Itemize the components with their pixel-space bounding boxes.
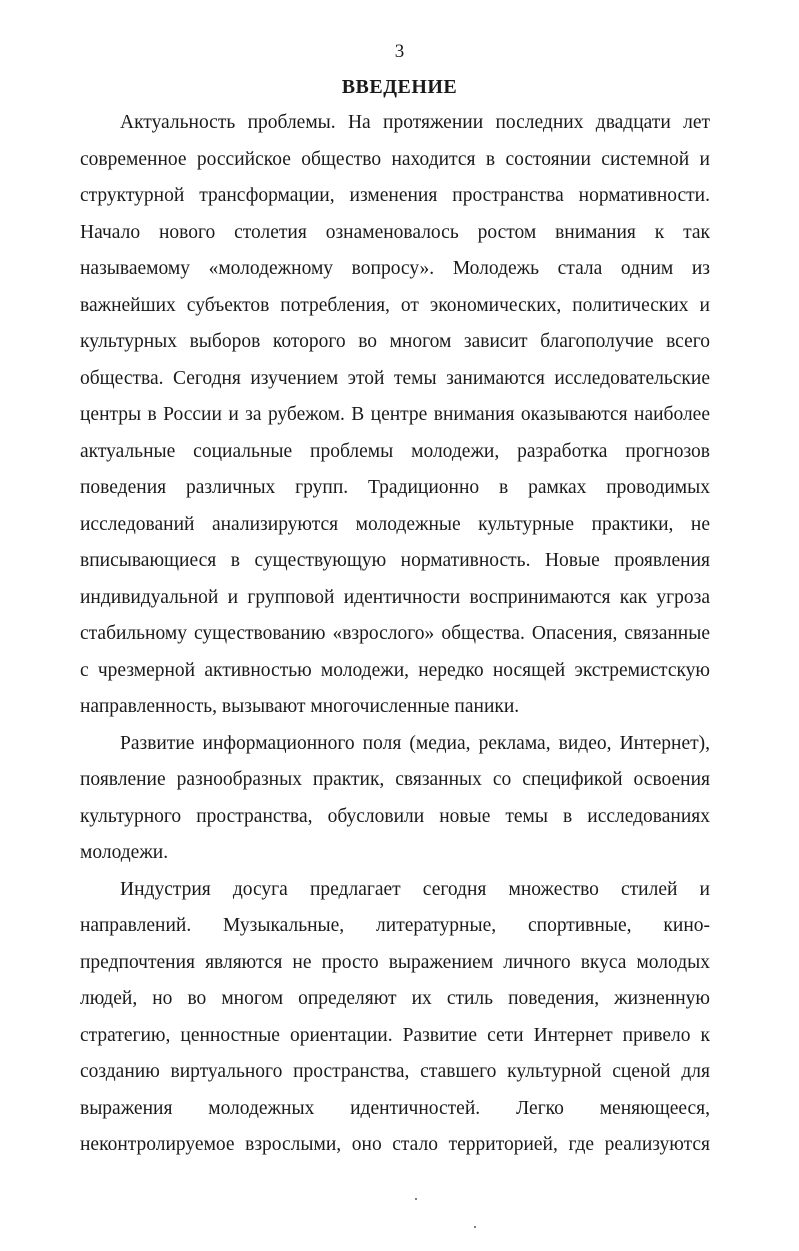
paragraph-3	[80, 872, 710, 1164]
scan-speck	[415, 1198, 417, 1200]
text-line: исследований анализируются молодежные культурные практики, не	[80, 513, 710, 535]
text-line: Актуальность проблемы. На протяжении последних двадцати лет	[120, 112, 710, 133]
text-line: общества. Сегодня изучением этой темы занимаются исследовательские	[80, 367, 710, 389]
text-line: называемому «молодежному вопросу». Молодежь стала одним из	[80, 258, 710, 279]
text-line: современное российское общество находится в состоянии системной и	[80, 148, 710, 170]
text-line: важнейших субъектов потребления, от экономических, политических и	[80, 294, 710, 316]
scan-speck	[474, 1226, 476, 1228]
text-line: поведения различных групп. Традиционно в рамках проводимых	[80, 477, 710, 498]
paragraph-1	[80, 105, 710, 726]
text-line: индивидуальной и групповой идентичности воспринимаются как угроза	[80, 586, 710, 608]
text-line: культурного пространства, обусловили новые темы в исследованиях	[80, 805, 710, 827]
text-line: центры в России и за рубежом. В центре внимания оказываются наиболее	[80, 404, 710, 425]
text-line: стабильному существованию «взрослого» общества. Опасения, связанные	[80, 623, 710, 644]
text-line: людей, но во многом определяют их стиль поведения, жизненную	[80, 988, 710, 1009]
text-line: неконтролируемое взрослыми, оно стало территорией, где реализуются	[80, 1134, 710, 1155]
paragraph-2	[80, 726, 710, 872]
section-title: ВВЕДЕНИЕ	[341, 76, 458, 98]
text-line: молодежи.	[80, 842, 169, 863]
text-line: выражения молодежных идентичностей. Легко меняющееся,	[80, 1097, 710, 1119]
text-line: Начало нового столетия ознаменовалось ростом внимания к так	[80, 221, 710, 243]
text-line: Индустрия досуга предлагает сегодня множество стилей и	[120, 878, 710, 900]
text-line: с чрезмерной активностью молодежи, нередко носящей экстремистскую	[80, 659, 710, 681]
text-line: Развитие информационного поля (медиа, реклама, видео, Интернет),	[120, 732, 710, 754]
text-line: созданию виртуального пространства, ставшего культурной сценой для	[80, 1061, 710, 1082]
text-line: появление разнообразных практик, связанных со спецификой освоения	[80, 769, 710, 790]
text-line: культурных выборов которого во многом зависит благополучие всего	[80, 331, 710, 352]
text-line: предпочтения являются не просто выражением личного вкуса молодых	[80, 951, 710, 973]
text-line: стратегию, ценностные ориентации. Развитие сети Интернет привело к	[80, 1024, 710, 1046]
text-line: направленность, вызывают многочисленные паники.	[80, 696, 520, 717]
text-line: направлений. Музыкальные, литературные, спортивные, кино-	[80, 915, 710, 936]
document-body	[80, 105, 710, 1164]
page-number: 3	[394, 41, 405, 62]
text-line: структурной трансформации, изменения пространства нормативности.	[80, 185, 710, 206]
text-line: актуальные социальные проблемы молодежи, разработка прогнозов	[80, 440, 710, 462]
text-line: вписывающиеся в существующую нормативность. Новые проявления	[80, 550, 710, 571]
